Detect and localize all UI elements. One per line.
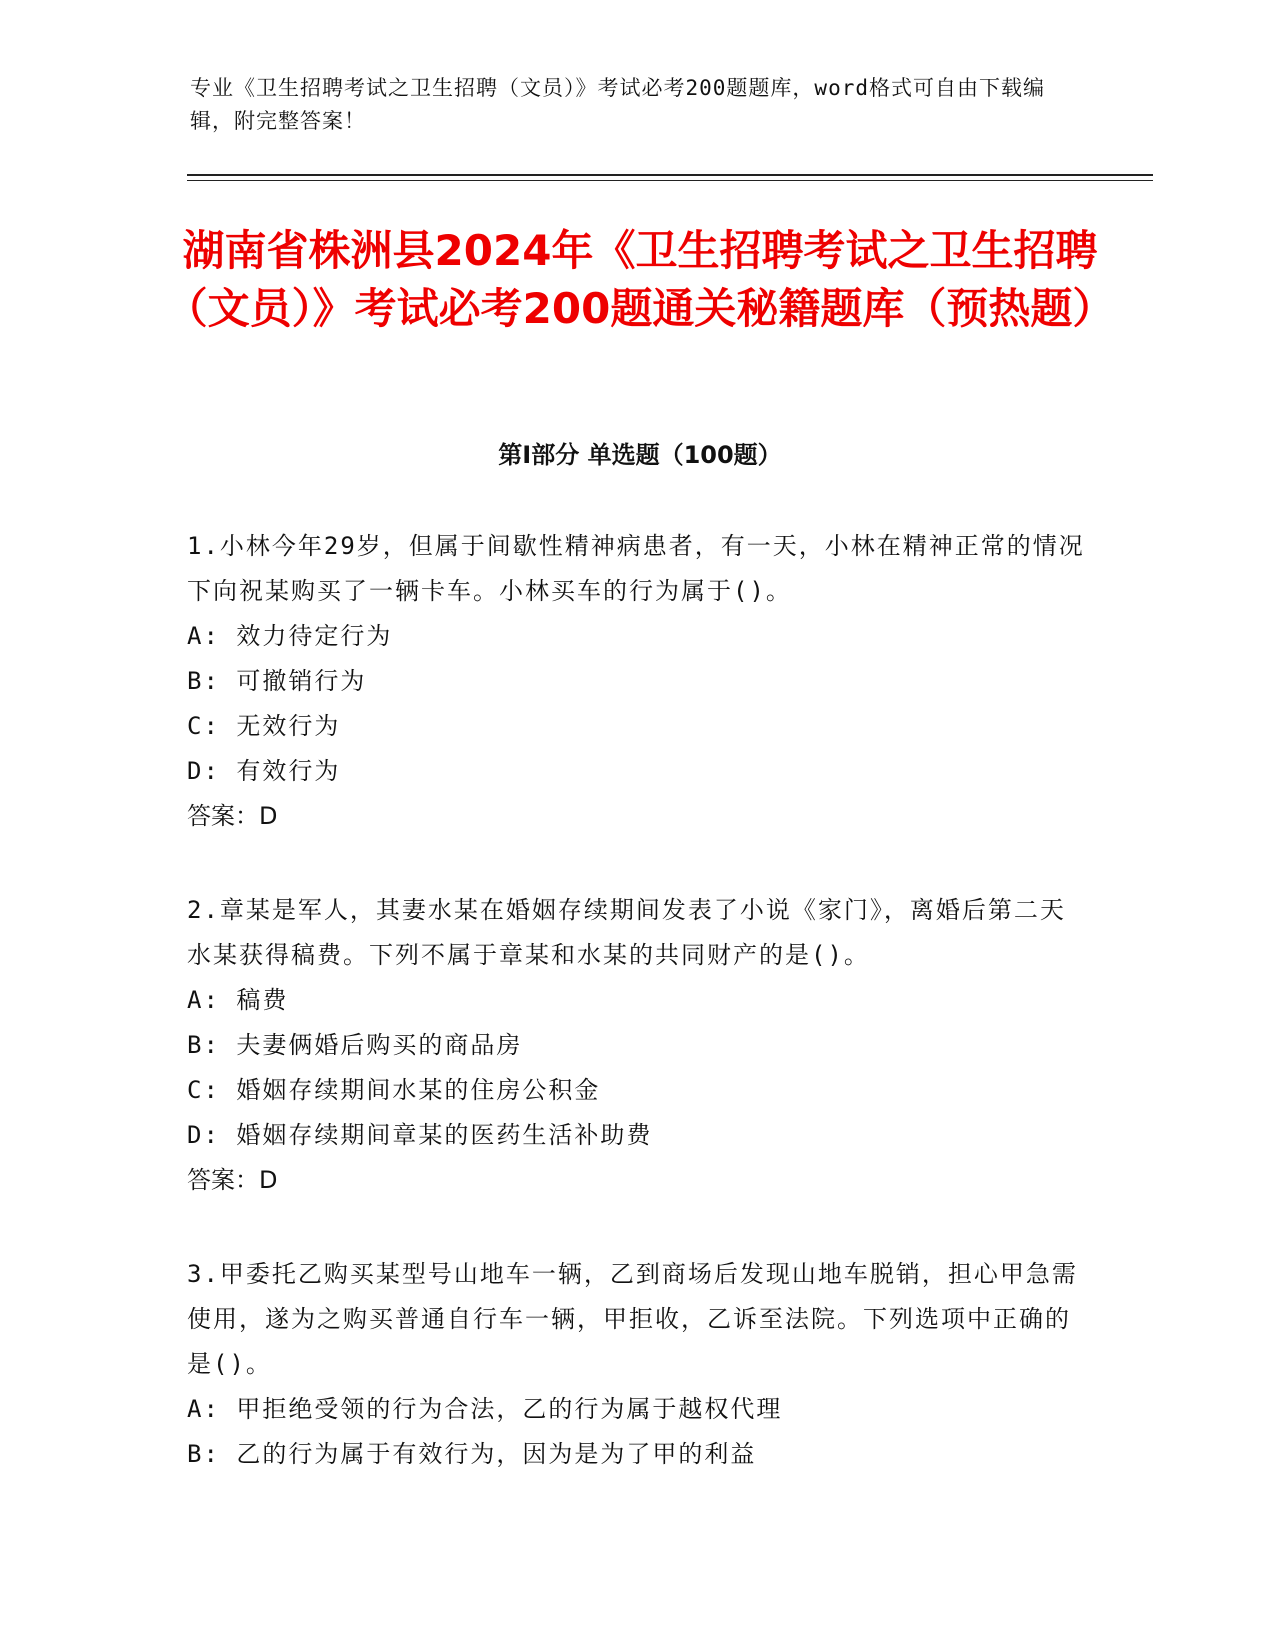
option-c: C: 无效行为 bbox=[187, 712, 341, 740]
option-b: B: 夫妻俩婚后购买的商品房 bbox=[187, 1031, 523, 1059]
answer-label: 答案：D bbox=[187, 1166, 278, 1194]
question-block bbox=[187, 1252, 1087, 1477]
option-b: B: 可撤销行为 bbox=[187, 667, 367, 695]
section-title: 第Ⅰ部分 单选题（100题） bbox=[498, 441, 782, 469]
question-stem: 1.小林今年29岁，但属于间歇性精神病患者，有一天，小林在精神正常的情况下向祝某购买了一辆卡车。小林买车的行为属于()。 bbox=[187, 532, 1085, 605]
header-divider-thick bbox=[187, 174, 1153, 176]
question-stem: 3.甲委托乙购买某型号山地车一辆，乙到商场后发现山地车脱销，担心甲急需使用，遂为之购买普通自行车一辆，甲拒收，乙诉至法院。下列选项中正确的是()。 bbox=[187, 1260, 1078, 1378]
question-block bbox=[187, 888, 1087, 1203]
document-title: 湖南省株洲县2024年《卫生招聘考试之卫生招聘（文员）》考试必考200题通关秘籍题库（预热题） bbox=[165, 226, 1115, 333]
question-stem: 2.章某是军人，其妻水某在婚姻存续期间发表了小说《家门》，离婚后第二天水某获得稿费。下列不属于章某和水某的共同财产的是()。 bbox=[187, 896, 1066, 969]
option-a: A: 稿费 bbox=[187, 986, 289, 1014]
question-block bbox=[187, 524, 1087, 839]
option-c: C: 婚姻存续期间水某的住房公积金 bbox=[187, 1076, 601, 1104]
option-a: A: 甲拒绝受领的行为合法，乙的行为属于越权代理 bbox=[187, 1395, 783, 1423]
header-divider-thin bbox=[187, 180, 1153, 181]
answer-label: 答案：D bbox=[187, 802, 278, 830]
option-d: D: 有效行为 bbox=[187, 757, 341, 785]
option-a: A: 效力待定行为 bbox=[187, 622, 393, 650]
option-d: D: 婚姻存续期间章某的医药生活补助费 bbox=[187, 1121, 653, 1149]
header-note: 专业《卫生招聘考试之卫生招聘（文员）》考试必考200题题库，word格式可自由下载编辑，附完整答案！ bbox=[190, 76, 1045, 133]
option-b: B: 乙的行为属于有效行为，因为是为了甲的利益 bbox=[187, 1440, 757, 1468]
